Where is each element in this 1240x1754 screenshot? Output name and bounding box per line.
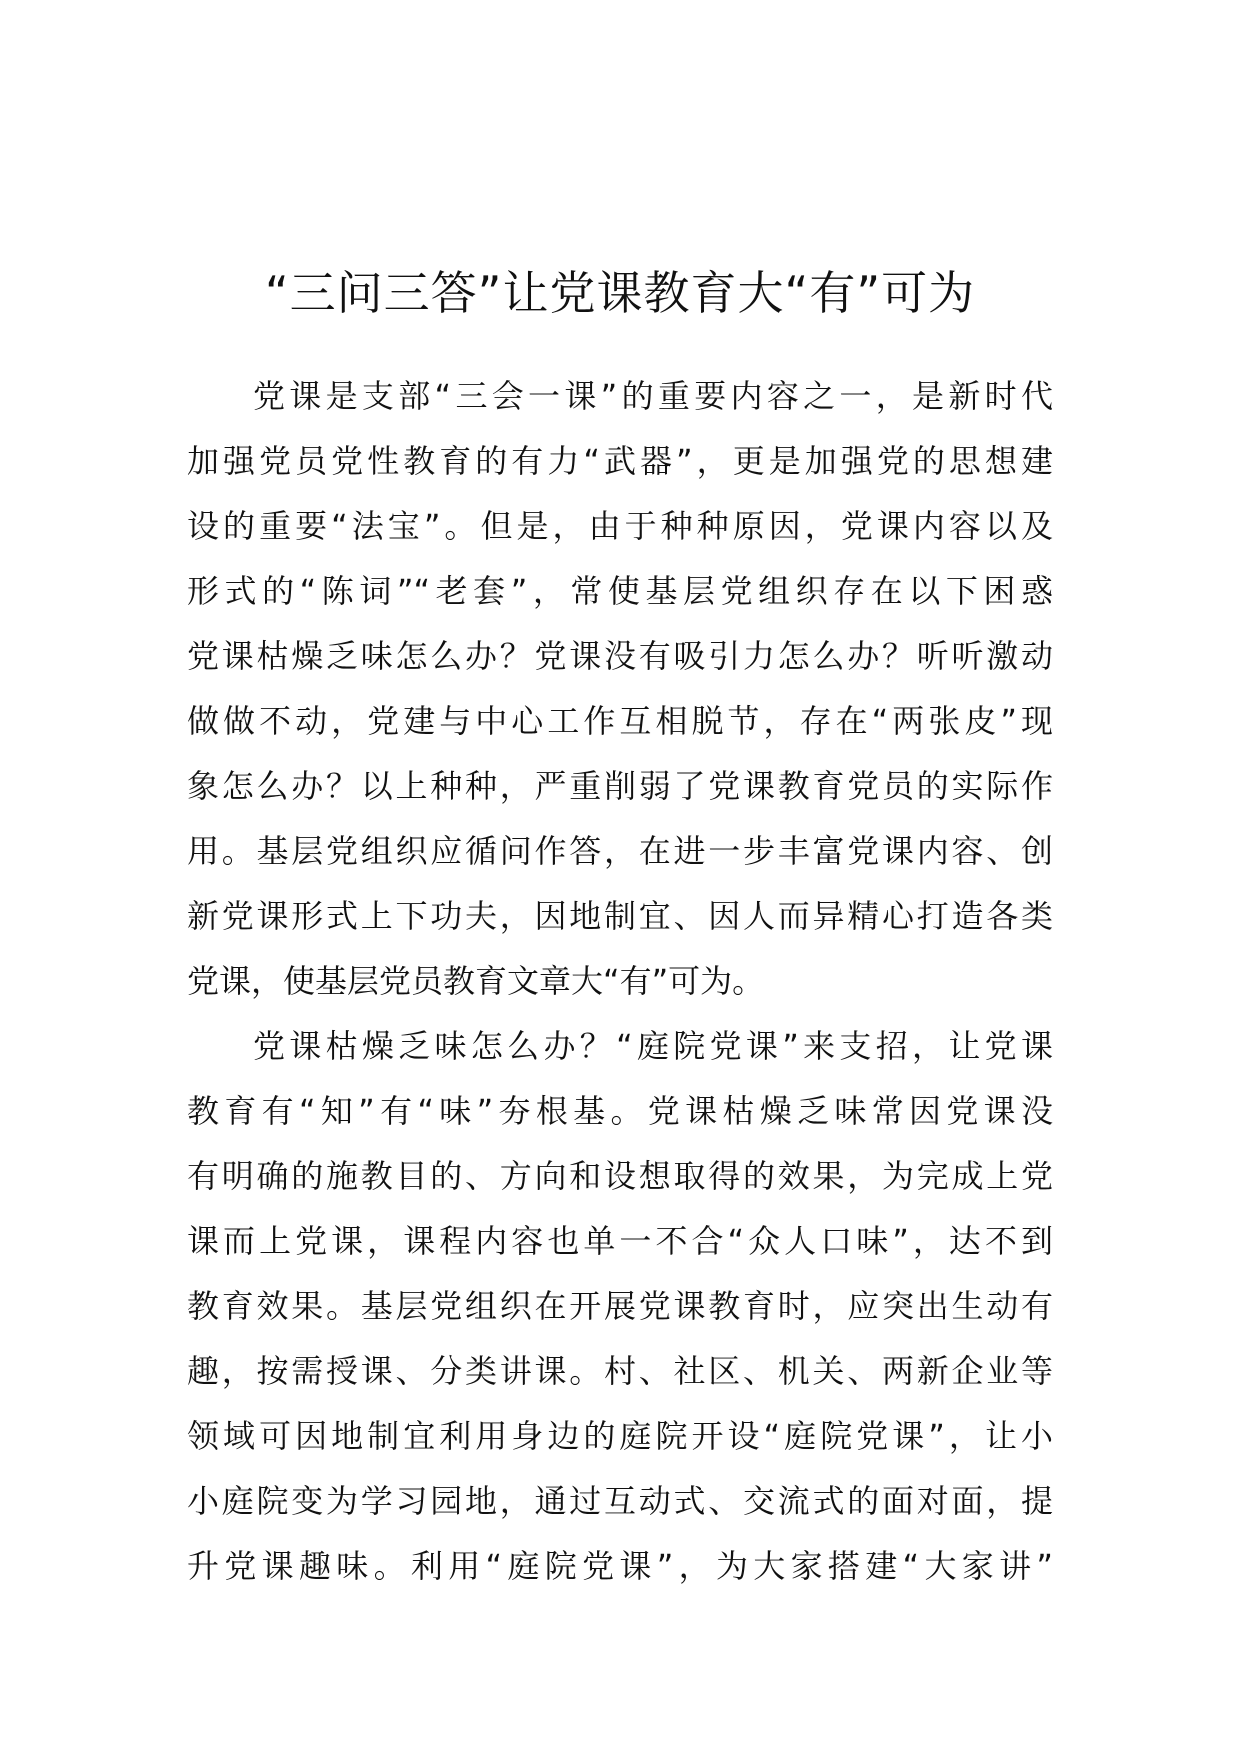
document-body xyxy=(187,364,1053,1599)
paragraph-line: 党课枯燥乏味怎么办？“庭院党课”来支招，让党课 xyxy=(253,1027,1053,1065)
paragraph-line: 加强党员党性教育的有力“武器”，更是加强党的思想建 xyxy=(187,442,1053,480)
paragraph-line: 课而上党课，课程内容也单一不合“众人口味”，达不到 xyxy=(187,1222,1053,1260)
paragraph-line: 象怎么办？以上种种，严重削弱了党课教育党员的实际作 xyxy=(187,767,1053,805)
paragraph-2 xyxy=(187,1014,1053,1599)
paragraph-1 xyxy=(187,364,1053,1014)
paragraph-line: 做做不动，党建与中心工作互相脱节，存在“两张皮”现 xyxy=(187,702,1053,740)
document-title: “三问三答”让党课教育大“有”可为 xyxy=(264,265,976,320)
paragraph-line: 设的重要“法宝”。但是，由于种种原因，党课内容以及 xyxy=(187,507,1053,545)
paragraph-line: 形式的“陈词”“老套”，常使基层党组织存在以下困惑 xyxy=(187,572,1053,610)
paragraph-line: 有明确的施教目的、方向和设想取得的效果，为完成上党 xyxy=(187,1157,1053,1195)
paragraph-line: 教育效果。基层党组织在开展党课教育时，应突出生动有 xyxy=(187,1287,1053,1325)
paragraph-line: 教育有“知”有“味”夯根基。党课枯燥乏味常因党课没 xyxy=(187,1092,1053,1130)
paragraph-line: 党课，使基层党员教育文章大“有”可为。 xyxy=(187,962,765,1000)
paragraph-line: 用。基层党组织应循问作答，在进一步丰富党课内容、创 xyxy=(187,832,1053,870)
paragraph-line: 领域可因地制宜利用身边的庭院开设“庭院党课”，让小 xyxy=(187,1417,1053,1455)
paragraph-line: 新党课形式上下功夫，因地制宜、因人而异精心打造各类 xyxy=(187,897,1053,935)
paragraph-line: 趣，按需授课、分类讲课。村、社区、机关、两新企业等 xyxy=(187,1352,1053,1390)
paragraph-line: 小庭院变为学习园地，通过互动式、交流式的面对面，提 xyxy=(187,1482,1053,1520)
paragraph-line: 升党课趣味。利用“庭院党课”，为大家搭建“大家讲” xyxy=(187,1547,1053,1585)
paragraph-line: 党课枯燥乏味怎么办？党课没有吸引力怎么办？听听激动 xyxy=(187,637,1053,675)
paragraph-line: 党课是支部“三会一课”的重要内容之一，是新时代 xyxy=(253,377,1053,415)
